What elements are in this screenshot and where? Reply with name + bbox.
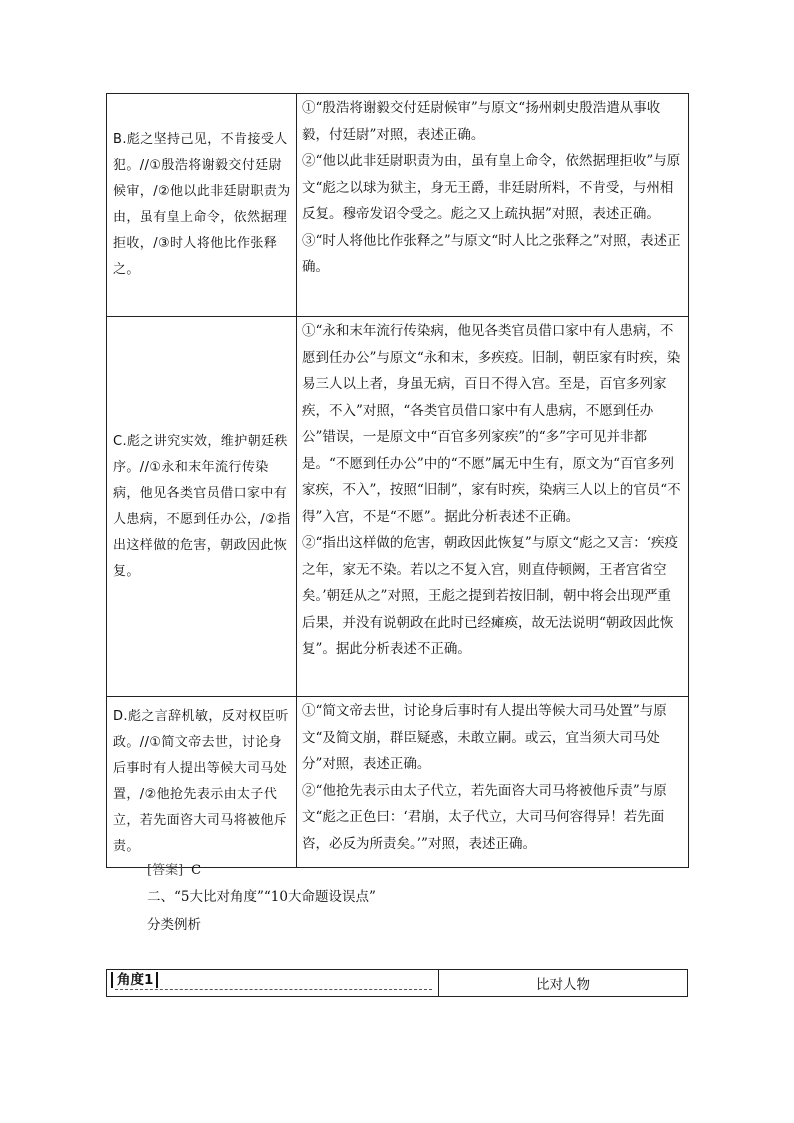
option-cell: [107, 94, 297, 317]
answer-value: C: [191, 863, 202, 878]
answer-line: [147, 862, 201, 880]
analysis-paragraph: ②“他抢先表示由太子代立，若先面咨大司马将被他斥责”与原文“彪之正色曰：‘君崩，太子代立，大司马何容得异！若先面咨，必反为所责矣。’”对照，表述正确。: [302, 782, 667, 852]
analysis-table: [106, 93, 689, 868]
analysis-paragraph: ②“指出这样做的危害，朝政因此恢复”与原文“彪之又言：‘疾疫之年，家无不染。若以之不复入宫，则直侍顿阙，王者宫省空矣。’朝廷从之”对照，王彪之提到若按旧制，朝中将会出现严重后果，并没有说朝政在此时已经瘫痪，故无法说明“朝政因此恢复”。据此分析表述不正确。: [302, 535, 678, 657]
option-cell: [107, 317, 297, 697]
angle-label-cell: [107, 970, 439, 997]
angle-table: [106, 969, 688, 997]
analysis-paragraph: ①“简文帝去世，讨论身后事时有人提出等候大司马处置”与原文“及简文崩，群臣疑惑，未敢立嗣。或云，宜当须大司马处分”对照，表述正确。: [302, 703, 667, 772]
sub-heading: 分类例析: [147, 917, 201, 933]
option-text: B.彪之坚持己见，不肯接受人犯。//①殷浩将谢毅交付廷尉候审，/②他以此非廷尉职责为由，虽有皇上命令，依然据理拒收，/③时人将他比作张释之。: [113, 132, 291, 277]
angle-label: 角度1: [111, 972, 158, 988]
table-row: [107, 970, 688, 997]
section-heading: 二、“5大比对角度”“10大命题设误点”: [147, 889, 376, 905]
table-row: [107, 94, 689, 317]
analysis-cell: [297, 317, 689, 697]
option-text: C.彪之讲究实效，维护朝廷秩序。//①永和末年流行传染病，他见各类官员借口家中有人患病，不愿到任办公，/②指出这样做的危害，朝政因此恢复。: [113, 433, 291, 579]
angle-title-cell: 比对人物: [439, 970, 688, 997]
analysis-paragraph: ②“他以此非廷尉职责为由，虽有皇上命令，依然据理拒收”与原文“彪之以球为狱主，身无王爵，非廷尉所料，不肯受，与州相反复。穆帝发诏令受之。彪之又上疏执据”对照，表述正确。: [302, 153, 681, 222]
analysis-cell: [297, 697, 689, 868]
analysis-paragraph: ①“殷浩将谢毅交付廷尉候审”与原文“扬州刺史殷浩遣从事收毅，付廷尉”对照，表述正确。: [302, 100, 661, 143]
table-row: [107, 697, 689, 868]
analysis-cell: [297, 94, 689, 317]
option-text: D.彪之言辞机敏，反对权臣听政。//①简文帝去世，讨论身后事时有人提出等候大司马处置，/②他抢先表示由太子代立，若先面咨大司马将被他斥责。: [113, 709, 289, 854]
option-cell: [107, 697, 297, 868]
answer-label: [答案]: [147, 863, 184, 878]
dashed-divider: [115, 989, 432, 990]
analysis-paragraph: ①“永和末年流行传染病，他见各类官员借口家中有人患病，不愿到任办公”与原文“永和末，多疾疫。旧制，朝臣家有时疾，染易三人以上者，身虽无病，百日不得入宫。至是，百官多列家疾，不入”对照，“各类官员借口家中有人患病，不愿到任办公”错误，一是原文中“百官多列家疾”的“多”字可见并非都是。“不愿到任办公”中的“不愿”属无中生有，原文为“百官多列家疾，不入”，按照“旧制”，家有时疾，染病三人以上的官员“不得”入宫，不是“不愿”。据此分析表述不正确。: [302, 323, 681, 525]
table-row: [107, 317, 689, 697]
analysis-paragraph: ③“时人将他比作张释之”与原文“时人比之张释之”对照，表述正确。: [302, 232, 681, 275]
